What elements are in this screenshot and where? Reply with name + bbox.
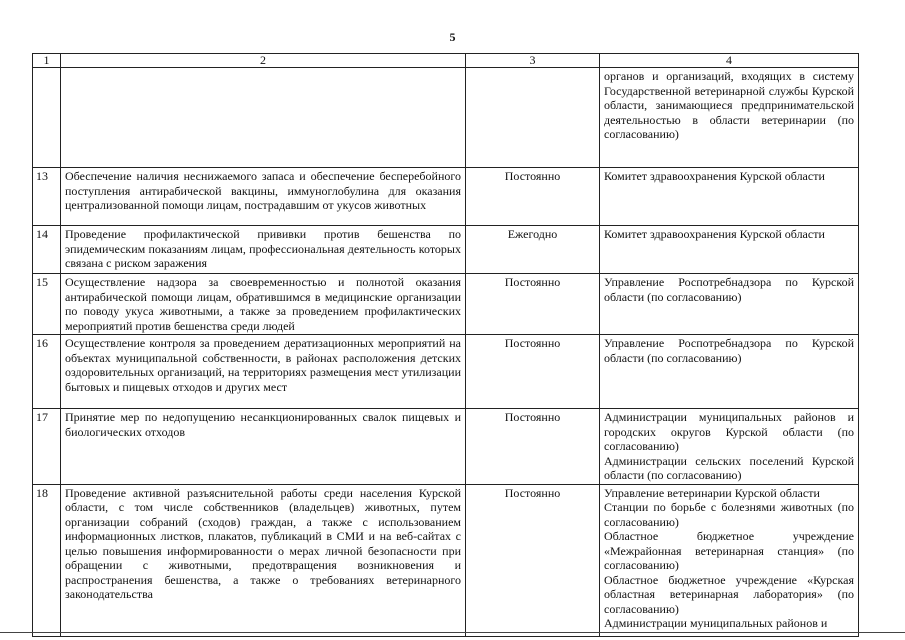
- executor-text: Станции по борьбе с болезнями животных (по согласованию): [604, 500, 854, 529]
- header-col-1: 1: [33, 54, 61, 68]
- table-row: [33, 484, 859, 636]
- row-executors: [600, 335, 859, 409]
- executor-text: Управление Роспотребнадзора по Курской области (по согласованию): [604, 275, 854, 304]
- row-executors: [600, 226, 859, 274]
- row-number: 18: [33, 484, 61, 636]
- row-number: [33, 68, 61, 168]
- row-term: Ежегодно: [466, 226, 600, 274]
- table-row: [33, 168, 859, 226]
- executor-text: Управление ветеринарии Курской области: [604, 485, 820, 500]
- row-number: 16: [33, 335, 61, 409]
- header-col-3: 3: [466, 54, 600, 68]
- row-executors: [600, 274, 859, 335]
- row-term: Постоянно: [466, 484, 600, 636]
- row-term: Постоянно: [466, 335, 600, 409]
- executor-text: Администрации муниципальных районов и городских округов Курской области (по согласованию): [604, 410, 854, 453]
- executor-text: Комитет здравоохранения Курской области: [604, 227, 825, 241]
- row-term: Постоянно: [466, 168, 600, 226]
- table-row: [33, 335, 859, 409]
- row-measure: [61, 68, 466, 168]
- header-row: [33, 54, 859, 68]
- executor-text: Областное бюджетное учреждение «Курская областная ветеринарная лаборатория» (по согласованию): [604, 572, 854, 616]
- table-row: [33, 409, 859, 485]
- row-measure: Обеспечение наличия неснижаемого запаса и обеспечение бесперебойного поступления антирабической вакцины, иммуноглобулина для оказания централизованной помощи лицам, пострадавшим от укусов животных: [61, 168, 466, 226]
- row-term: Постоянно: [466, 409, 600, 485]
- executor-text: Областное бюджетное учреждение «Межрайонная ветеринарная станция» (по согласованию): [604, 529, 854, 572]
- table-row: [33, 68, 859, 168]
- row-executors: [600, 409, 859, 485]
- page-number: 5: [449, 30, 456, 44]
- row-term: Постоянно: [466, 274, 600, 335]
- row-executors: [600, 484, 859, 636]
- row-measure: Проведение профилактической прививки против бешенства по эпидемическим показаниям лицам, профессиональная деятельность которых связана с риском заражения: [61, 226, 466, 274]
- header-col-2: 2: [61, 54, 466, 68]
- row-measure: Проведение активной разъяснительной работы среди населения Курской области, с том числе собственников (владельцев) животных, путем организации собраний (сходов) граждан, а также с использованием информационных листков, плакатов, публикаций в СМИ и на веб-сайтах с целью повышения информированности о мерах личной безопасности при обращении с животными, предотвращения возникновения и распространения бешенства, а также о требованиях ветеринарного законодательства: [61, 484, 466, 636]
- row-number: 13: [33, 168, 61, 226]
- page-bottom-edge: [0, 632, 905, 633]
- row-number: 17: [33, 409, 61, 485]
- row-term: [466, 68, 600, 168]
- row-measure: Осуществление надзора за своевременностью и полнотой оказания антирабической помощи лицам, обратившимся в медицинские организации по поводу укуса животными, а также за проведением профилактических мероприятий против бешенства среди людей: [61, 274, 466, 335]
- row-number: 15: [33, 274, 61, 335]
- row-measure: Осуществление контроля за проведением дератизационных мероприятий на объектах муниципальной собственности, в районах расположения детских оздоровительных организаций, на территориях размещения мест утилизации бытовых и пищевых отходов и других мест: [61, 335, 466, 409]
- executor-text: Комитет здравоохранения Курской области: [604, 169, 825, 183]
- executor-text: Администрации сельских поселений Курской области (по согласованию): [604, 453, 854, 482]
- measures-table: [32, 53, 859, 637]
- executor-text: органов и организаций, входящих в систему Государственной ветеринарной службы Курской области, занимающиеся предпринимательской деятельностью в области ветеринарии (по согласованию): [604, 69, 854, 141]
- row-measure: Принятие мер по недопущению несанкционированных свалок пищевых и биологических отходов: [61, 409, 466, 485]
- row-number: 14: [33, 226, 61, 274]
- row-executors: [600, 68, 859, 168]
- row-executors: [600, 168, 859, 226]
- table-row: [33, 274, 859, 335]
- executor-text: Администрации муниципальных районов и: [604, 616, 828, 630]
- header-col-4: 4: [600, 54, 859, 68]
- executor-text: Управление Роспотребнадзора по Курской области (по согласованию): [604, 336, 854, 365]
- table-row: [33, 226, 859, 274]
